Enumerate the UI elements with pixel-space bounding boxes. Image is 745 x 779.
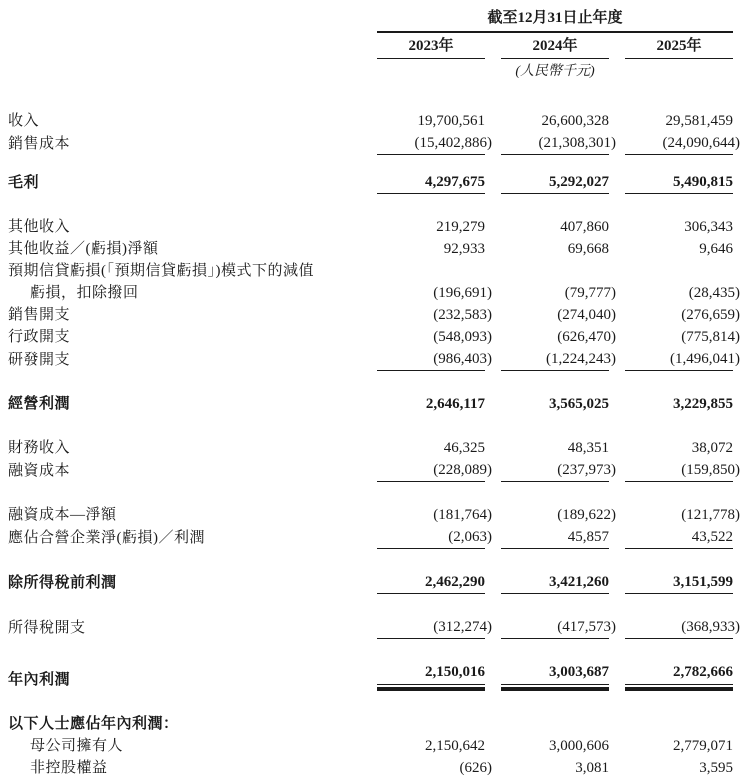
table-row [0, 504, 745, 526]
value-text: 2,462,290 [425, 574, 485, 590]
table-row [0, 661, 745, 691]
value-cell [625, 110, 733, 132]
table-row [0, 713, 745, 735]
table-row [0, 326, 745, 348]
value-text: (28,435) [688, 285, 740, 301]
table-row [0, 304, 745, 326]
value-cell [501, 393, 609, 415]
value-cell [625, 326, 740, 348]
value-text: (228,089) [433, 462, 492, 478]
value-cell [625, 459, 740, 482]
value-text: (548,093) [433, 329, 492, 345]
value-text: 29,581,459 [665, 113, 733, 129]
value-text: (24,090,644) [662, 135, 740, 151]
value-cell [377, 571, 485, 594]
currency-unit-note: (人民幣千元) [515, 64, 595, 79]
value-text: (2,063) [448, 529, 492, 545]
table-header [0, 8, 745, 82]
value-text: (986,403) [433, 351, 492, 367]
value-cell [377, 132, 492, 155]
year-column-header-1: 2023年 [377, 33, 485, 59]
value-text: (237,973) [557, 462, 616, 478]
value-text: 219,279 [436, 219, 485, 235]
value-cell [377, 348, 492, 371]
value-text: 2,150,016 [377, 661, 485, 685]
value-text: 2,646,117 [425, 396, 485, 412]
table-row [0, 526, 745, 549]
value-cell [625, 735, 733, 757]
value-cell [625, 661, 733, 691]
value-text: (159,850) [681, 462, 740, 478]
row-label: 融資成本—淨額 [8, 507, 117, 523]
value-text: 2,782,666 [625, 661, 733, 685]
value-cell [377, 437, 485, 459]
value-text: 407,860 [560, 219, 609, 235]
value-cell [501, 110, 609, 132]
row-label: 預期信貸虧損(「預期信貸虧損」)模式下的減值 [8, 263, 314, 279]
value-text: (21,308,301) [538, 135, 616, 151]
value-cell [377, 282, 492, 304]
value-cell [625, 616, 740, 639]
value-text: (626) [459, 760, 492, 776]
value-text: (15,402,886) [414, 135, 492, 151]
value-text: (276,659) [681, 307, 740, 323]
row-label: 應佔合營企業淨(虧損)／利潤 [8, 530, 205, 546]
table-row [0, 132, 745, 155]
row-label: 其他收益／(虧損)淨額 [8, 241, 159, 257]
value-text: 5,490,815 [673, 174, 733, 190]
row-label: 虧損，扣除撥回 [30, 285, 139, 301]
value-cell [501, 526, 609, 549]
value-text: (417,573) [557, 619, 616, 635]
value-text: 26,600,328 [541, 113, 609, 129]
table-row [0, 437, 745, 459]
value-cell [501, 616, 616, 639]
value-cell [625, 304, 740, 326]
value-cell [501, 757, 609, 779]
value-text: 2,150,642 [425, 738, 485, 754]
table-row [0, 282, 745, 304]
value-text: 3,081 [575, 760, 609, 776]
value-text: 45,857 [567, 529, 609, 545]
value-text: 19,700,561 [417, 113, 485, 129]
table-row [0, 110, 745, 132]
value-text: (1,224,243) [546, 351, 616, 367]
value-text: (121,778) [681, 507, 740, 523]
value-text: 3,421,260 [549, 574, 609, 590]
value-cell [625, 757, 733, 779]
row-label: 其他收入 [8, 219, 71, 235]
value-text: 46,325 [443, 440, 485, 456]
value-cell [501, 571, 609, 594]
value-text: 3,595 [699, 760, 733, 776]
row-label: 收入 [8, 113, 40, 129]
row-label: 研發開支 [8, 352, 71, 368]
value-text: 9,646 [699, 241, 733, 257]
value-cell [625, 282, 740, 304]
row-label: 銷售成本 [8, 136, 71, 152]
row-label: 財務收入 [8, 440, 71, 456]
value-cell [625, 504, 740, 526]
row-label: 銷售開支 [8, 307, 71, 323]
value-text: (775,814) [681, 329, 740, 345]
table-row [0, 238, 745, 260]
value-text: 306,343 [684, 219, 733, 235]
row-label: 除所得稅前利潤 [8, 575, 117, 591]
year-column-header-2: 2024年 [501, 33, 609, 59]
table-row [0, 393, 745, 415]
value-cell [501, 437, 609, 459]
value-cell [377, 393, 485, 415]
value-cell [377, 238, 485, 260]
value-text: (312,274) [433, 619, 492, 635]
value-text: (368,933) [681, 619, 740, 635]
table-row [0, 757, 745, 779]
header-columns [377, 8, 733, 82]
value-cell [377, 326, 492, 348]
table-row [0, 735, 745, 757]
value-text: (1,496,041) [670, 351, 740, 367]
value-cell [625, 571, 733, 594]
row-label: 所得稅開支 [8, 620, 86, 636]
row-label: 經營利潤 [8, 396, 71, 412]
row-label: 行政開支 [8, 329, 71, 345]
value-cell [625, 348, 740, 371]
double-rule [377, 687, 485, 691]
value-text: (626,470) [557, 329, 616, 345]
value-text: 43,522 [691, 529, 733, 545]
double-rule [501, 687, 609, 691]
value-cell [377, 504, 492, 526]
row-label: 母公司擁有人 [30, 738, 124, 754]
value-text: (181,764) [433, 507, 492, 523]
value-cell [501, 304, 616, 326]
year-column-header-3: 2025年 [625, 33, 733, 59]
value-cell [501, 326, 616, 348]
value-text: 3,229,855 [673, 396, 733, 412]
value-text: 5,292,027 [549, 174, 609, 190]
value-cell [501, 216, 609, 238]
value-cell [377, 735, 485, 757]
value-cell [501, 735, 609, 757]
value-cell [625, 132, 740, 155]
value-cell [377, 526, 492, 549]
table-row [0, 216, 745, 238]
row-label: 毛利 [8, 175, 40, 191]
value-text: 69,668 [567, 241, 609, 257]
value-cell [377, 459, 492, 482]
value-text: 92,933 [443, 241, 485, 257]
row-label: 以下人士應佔年內利潤： [8, 716, 179, 732]
value-text: 3,000,606 [549, 738, 609, 754]
value-cell [501, 132, 616, 155]
table-row [0, 571, 745, 594]
value-cell [377, 110, 485, 132]
value-text: 2,779,071 [673, 738, 733, 754]
header-label-spacer [8, 8, 377, 82]
value-text: (274,040) [557, 307, 616, 323]
value-text: 3,565,025 [549, 396, 609, 412]
value-cell [377, 304, 492, 326]
period-title: 截至12月31日止年度 [377, 8, 733, 33]
value-cell [501, 504, 616, 526]
value-cell [625, 437, 733, 459]
table-row [0, 616, 745, 639]
value-cell [377, 757, 492, 779]
value-cell [501, 171, 609, 194]
value-text: 3,003,687 [501, 661, 609, 685]
value-text: 4,297,675 [425, 174, 485, 190]
value-cell [625, 526, 733, 549]
table-row [0, 348, 745, 371]
value-text: (196,691) [433, 285, 492, 301]
value-cell [377, 661, 485, 691]
row-label: 非控股權益 [30, 760, 108, 776]
value-cell [501, 348, 616, 371]
value-cell [501, 459, 616, 482]
value-cell [625, 171, 733, 194]
table-row [0, 260, 745, 282]
value-text: (189,622) [557, 507, 616, 523]
value-cell [625, 216, 733, 238]
value-cell [625, 393, 733, 415]
value-cell [377, 616, 492, 639]
table-row [0, 459, 745, 482]
value-text: 3,151,599 [673, 574, 733, 590]
value-cell [501, 238, 609, 260]
value-text: (232,583) [433, 307, 492, 323]
double-rule [625, 687, 733, 691]
value-cell [377, 216, 485, 238]
statement-rows [0, 110, 745, 779]
row-label: 融資成本 [8, 463, 71, 479]
value-cell [501, 661, 609, 691]
value-text: (79,777) [564, 285, 616, 301]
value-cell [625, 238, 733, 260]
value-text: 48,351 [567, 440, 609, 456]
table-row [0, 171, 745, 194]
value-text: 38,072 [691, 440, 733, 456]
value-cell [501, 282, 616, 304]
value-cell [377, 171, 485, 194]
row-label: 年內利潤 [8, 672, 71, 688]
